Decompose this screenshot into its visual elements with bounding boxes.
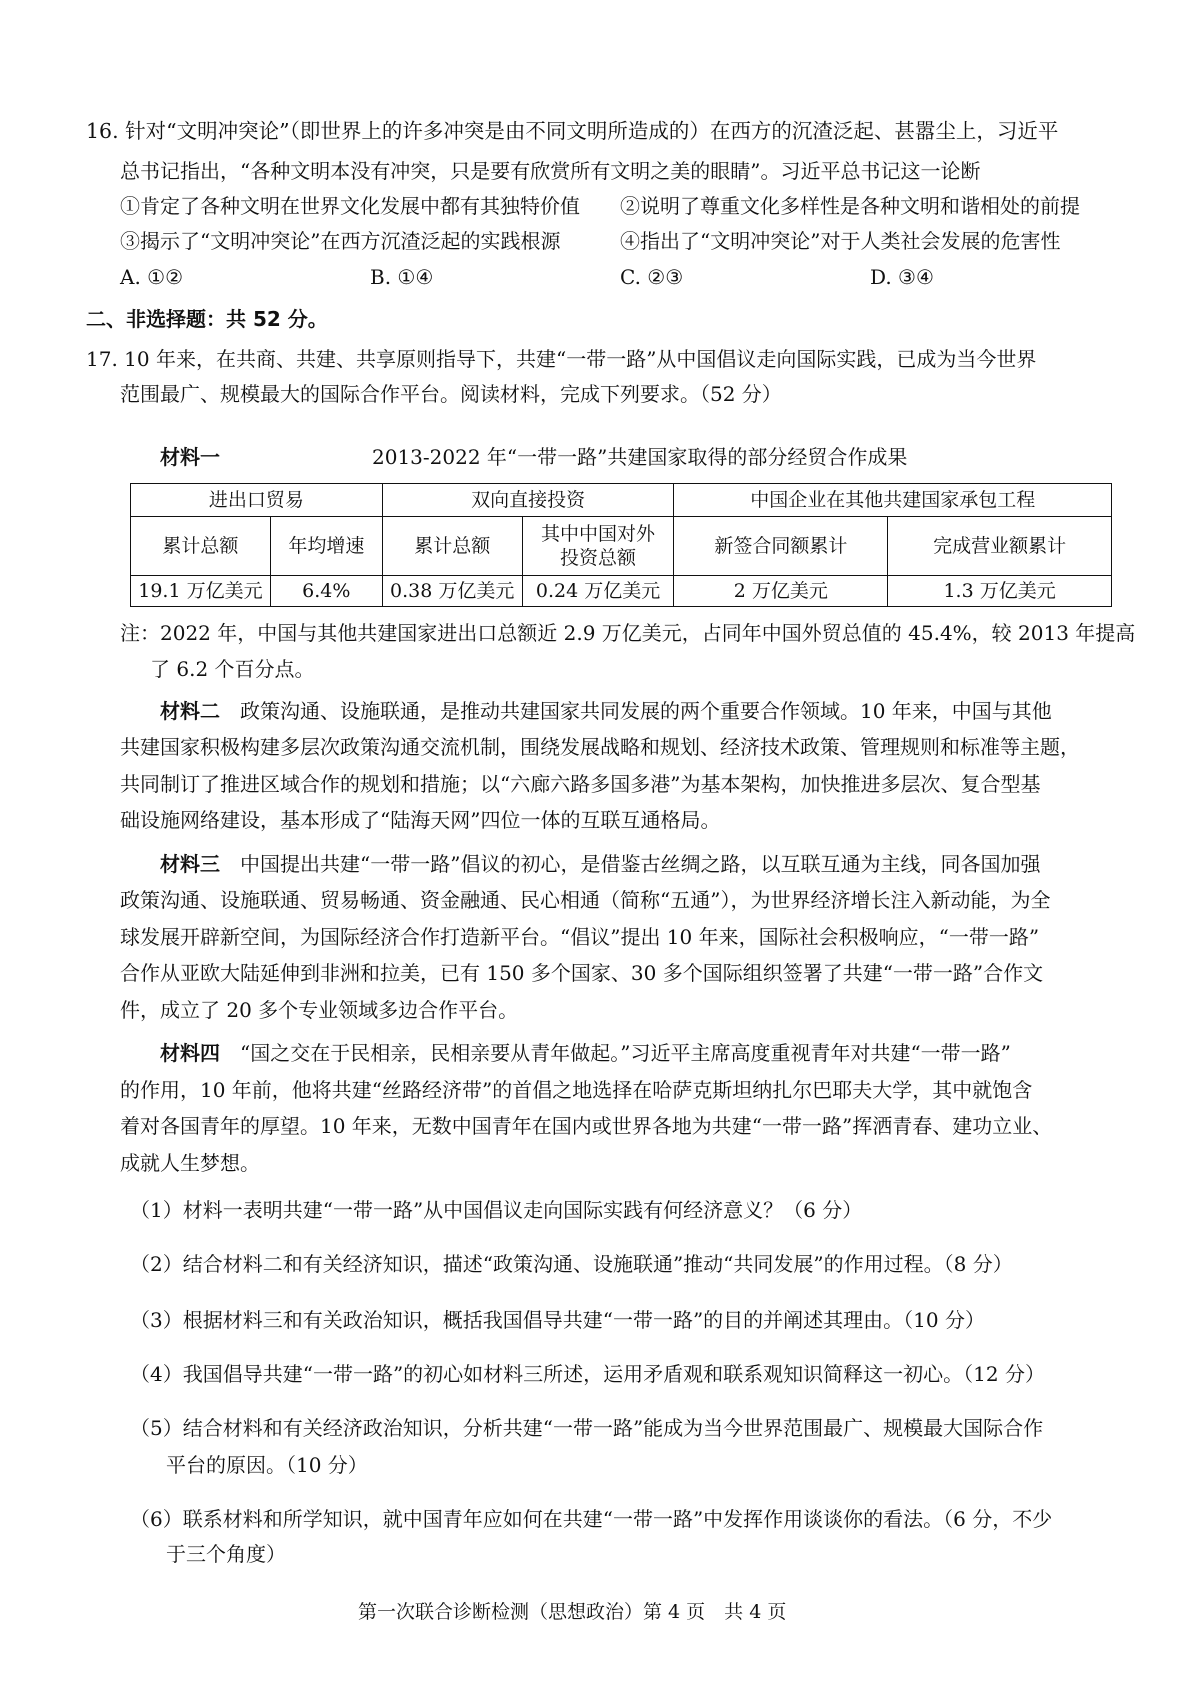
sub-question-6-line-2: 于三个角度）	[166, 1542, 286, 1566]
table-group-header: 中国企业在其他共建国家承包工程	[674, 484, 1112, 517]
table-note-line-2: 了 6.2 个百分点。	[150, 657, 315, 681]
q16-stem-line-2: 总书记指出，“各种文明本没有冲突，只是要有欣赏所有文明之美的眼睛”。习近平总书记这一论断	[120, 159, 981, 183]
table-note-line-1: 注：2022 年，中国与其他共建国家进出口总额近 2.9 万亿美元，占同年中国外贸总值的 45.4%，较 2013 年提高	[120, 621, 1136, 645]
table-cell: 1.3 万亿美元	[888, 576, 1112, 607]
material3-line-1: 中国提出共建“一带一路”倡议的初心，是借鉴古丝绸之路，以互联互通为主线，同各国加强	[240, 852, 1041, 876]
q16-statement-4: ④指出了“文明冲突论”对于人类社会发展的危害性	[620, 229, 1061, 253]
material2-line-4: 础设施网络建设，基本形成了“陆海天网”四位一体的互联互通格局。	[120, 808, 721, 832]
q17-intro-line-2: 范围最广、规模最大的国际合作平台。阅读材料，完成下列要求。（52 分）	[120, 382, 782, 406]
q16-stem-line-1: 16. 针对“文明冲突论”（即世界上的许多冲突是由不同文明所造成的）在西方的沉渣泛起、甚嚣尘上，习近平	[86, 119, 1059, 143]
material3-line-4: 合作从亚欧大陆延伸到非洲和拉美，已有 150 多个国家、30 多个国际组织签署了共建“一带一路”合作文	[120, 961, 1044, 985]
sub-question-3: （3）根据材料三和有关政治知识，概括我国倡导共建“一带一路”的目的并阐述其理由。（10 分）	[130, 1308, 985, 1332]
page-footer: 第一次联合诊断检测（思想政治）第 4 页 共 4 页	[358, 1601, 787, 1623]
table-sub-header: 新签合同额累计	[674, 517, 888, 576]
table-cell: 6.4%	[270, 576, 382, 607]
q16-statement-1: ①肯定了各种文明在世界文化发展中都有其独特价值	[120, 194, 580, 218]
material4-line-1: “国之交在于民相亲，民相亲要从青年做起。”习近平主席高度重视青年对共建“一带一路”	[240, 1041, 1011, 1065]
sub-question-2: （2）结合材料二和有关经济知识，描述“政策沟通、设施联通”推动“共同发展”的作用过程。（8 分）	[130, 1252, 1013, 1276]
table-group-header: 双向直接投资	[382, 484, 674, 517]
table-group-header: 进出口贸易	[131, 484, 383, 517]
material2-line-1: 政策沟通、设施联通，是推动共建国家共同发展的两个重要合作领域。10 年来，中国与其他	[240, 699, 1052, 723]
q16-statement-3: ③揭示了“文明冲突论”在西方沉渣泛起的实践根源	[120, 229, 561, 253]
sub-question-5-line-1: （5）结合材料和有关经济政治知识，分析共建“一带一路”能成为当今世界范围最广、规模最大国际合作	[130, 1416, 1044, 1440]
sub-question-4: （4）我国倡导共建“一带一路”的初心如材料三所述，运用矛盾观和联系观知识简释这一初心。（12 分）	[130, 1362, 1045, 1386]
q16-statement-2: ②说明了尊重文化多样性是各种文明和谐相处的前提	[620, 194, 1080, 218]
material3-line-5: 件，成立了 20 多个专业领域多边合作平台。	[120, 998, 519, 1022]
sub-question-1: （1）材料一表明共建“一带一路”从中国倡议走向国际实践有何经济意义？（6 分）	[130, 1198, 863, 1222]
material1-label: 材料一	[160, 445, 220, 469]
material2-label: 材料二	[160, 699, 220, 723]
material1-table-title: 2013-2022 年“一带一路”共建国家取得的部分经贸合作成果	[372, 445, 908, 469]
table-cell: 0.38 万亿美元	[382, 576, 522, 607]
material3-line-2: 政策沟通、设施联通、贸易畅通、资金融通、民心相通（简称“五通”），为世界经济增长注入新动能，为全	[120, 888, 1051, 912]
table-cell: 19.1 万亿美元	[131, 576, 271, 607]
material2-line-3: 共同制订了推进区域合作的规划和措施；以“六廊六路多国多港”为基本架构，加快推进多层次、复合型基	[120, 772, 1041, 796]
table-sub-header: 完成营业额累计	[888, 517, 1112, 576]
q16-option-d: D. ③④	[870, 265, 934, 289]
material4-line-2: 的作用，10 年前，他将共建“丝路经济带”的首倡之地选择在哈萨克斯坦纳扎尔巴耶夫大学，其中就饱含	[120, 1078, 1033, 1102]
q16-option-c: C. ②③	[620, 265, 684, 289]
material4-line-3: 着对各国青年的厚望。10 年来，无数中国青年在国内或世界各地为共建“一带一路”挥洒青春、建功立业、	[120, 1114, 1053, 1138]
material3-label: 材料三	[160, 852, 220, 876]
material4-label: 材料四	[160, 1041, 220, 1065]
sub-question-6-line-1: （6）联系材料和所学知识，就中国青年应如何在共建“一带一路”中发挥作用谈谈你的看法。（6 分，不少	[130, 1507, 1053, 1531]
sub-question-5-line-2: 平台的原因。（10 分）	[166, 1453, 368, 1477]
material4-line-4: 成就人生梦想。	[120, 1151, 260, 1175]
q16-option-a: A. ①②	[120, 265, 184, 289]
table-cell: 0.24 万亿美元	[522, 576, 674, 607]
table-sub-header: 其中中国对外投资总额	[522, 517, 674, 576]
table-sub-header: 累计总额	[382, 517, 522, 576]
q16-option-b: B. ①④	[370, 265, 434, 289]
table-cell: 2 万亿美元	[674, 576, 888, 607]
q17-intro-line-1: 17. 10 年来，在共商、共建、共享原则指导下，共建“一带一路”从中国倡议走向国际实践，已成为当今世界	[86, 347, 1037, 371]
section2-title: 二、非选择题：共 52 分。	[86, 307, 328, 331]
material2-line-2: 共建国家积极构建多层次政策沟通交流机制，围绕发展战略和规划、经济技术政策、管理规则和标准等主题，	[120, 735, 1080, 759]
table-sub-header: 年均增速	[270, 517, 382, 576]
trade-cooperation-table	[130, 483, 1112, 607]
material3-line-3: 球发展开辟新空间，为国际经济合作打造新平台。“倡议”提出 10 年来，国际社会积极响应，“一带一路”	[120, 925, 1040, 949]
table-sub-header: 累计总额	[131, 517, 271, 576]
